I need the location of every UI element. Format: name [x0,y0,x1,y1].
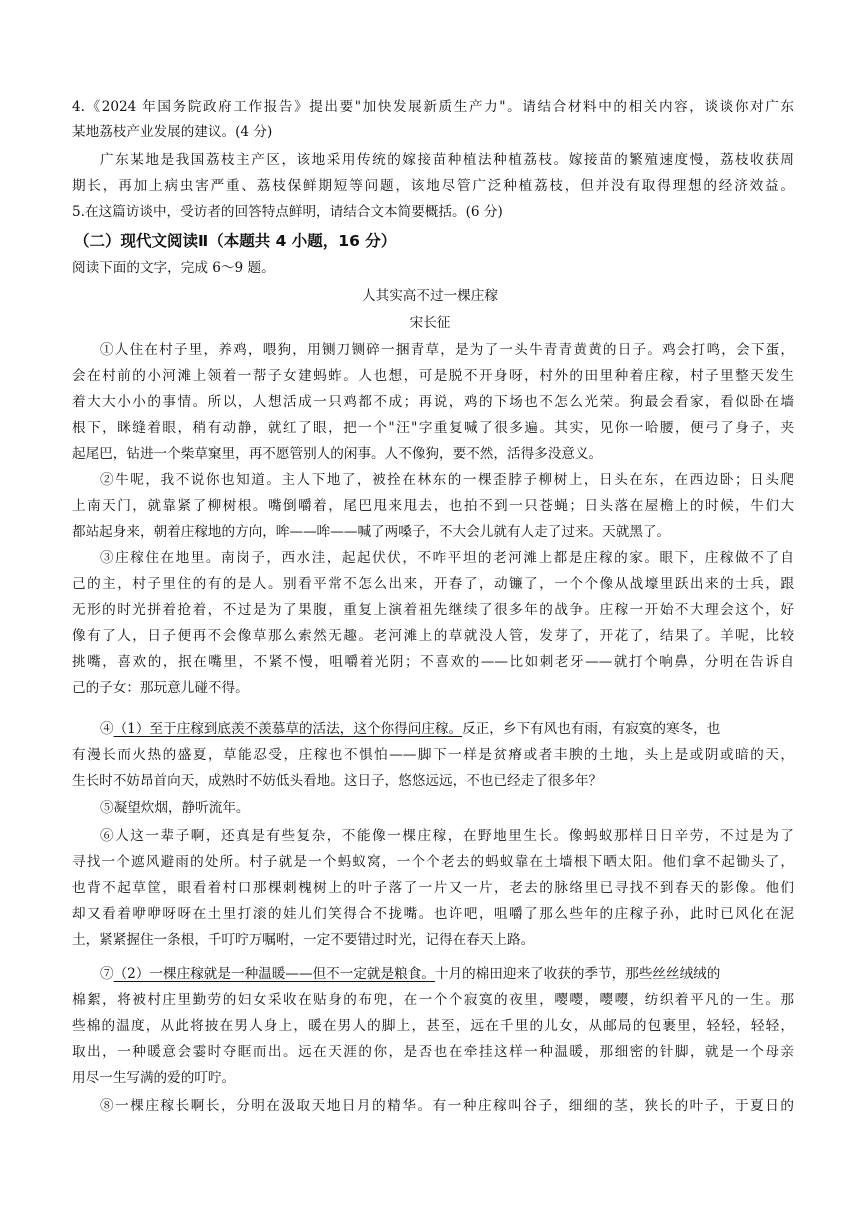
article-title: 人其实高不过一棵庄稼 [362,288,498,304]
paragraph-6-line: 却又看着咿咿呀呀在土里打滚的娃儿们笑得合不拢嘴。也许吧，咀嚼了那么些年的庄稼子孙，此时已风化在泥 [72,906,794,922]
paragraph-6-line: 土，紧紧握住一条根，千叮咛万嘱咐，一定不要错过时光，记得在春天上路。 [72,932,535,948]
q4-material-line-1: 广东某地是我国荔枝主产区，该地采用传统的嫁接苗种植法种植荔枝。嫁接苗的繁殖速度慢，荔枝收获周 [100,152,794,168]
paragraph-4-line: 生长时不妨昂首向天，成熟时不妨低头看地。这日子，悠悠远远，不也已经走了很多年？ [72,773,603,789]
article-author: 宋长征 [409,315,451,331]
underlined-sentence-2: （2）一棵庄稼就是一种温暖——但不一定就是粮食。 [113,966,435,982]
paragraph-1-line: ①人住在村子里，养鸡，喂狗，用铡刀铡碎一捆青草，是为了一头牛青青黄黄的日子。鸡会打鸣，会下蛋， [100,342,794,358]
paragraph-7-line: 用尽一生写满的爱的叮咛。 [72,1070,236,1086]
paragraph-3-line: 无形的时光拼着抢着，不过是为了果腹，重复上演着祖先继续了很多年的战争。庄稼一开始不大理会这个，好 [72,602,794,618]
q4-material-line-2: 期长，再加上病虫害严重、荔枝保鲜期短等问题，该地尽管广泛种植荔枝，但并没有取得理想的经济效益。 [72,178,794,194]
paragraph-6-line: 寻找一个遮风避雨的处所。村子就是一个蚂蚁窝，一个个老去的蚂蚁靠在土墙根下晒太阳。他们拿不起锄头了， [72,854,794,870]
underlined-sentence-1: （1）至于庄稼到底羡不羡慕草的活法，这个你得问庄稼。 [113,721,463,737]
paragraph-3-line: 像有了人，日子便再不会像草那么索然无趣。老河滩上的草就没人管，发芽了，开花了，结果了。羊呢，比较 [72,628,794,644]
paragraph-3-line: 己的子女：那玩意儿碰不得。 [72,680,249,696]
paragraph-7-line: 取出，一种暖意会霎时夺眶而出。远在天涯的你，是否也在牵挂这样一种温暖，那细密的针脚，就是一个母亲 [72,1044,794,1060]
paragraph-4-rest: 反正，乡下有风也有雨，有寂寞的寒冬，也 [462,721,721,737]
paragraph-2-line: 都站起身来，朝着庄稼地的方向，哞——哞——喊了两嗓子，不大会儿就有人走了过来。天就黑了。 [72,524,671,540]
paragraph-1-line: 着大大小小的事情。所以，人想活成一只鸡都不成；再说，鸡的下场也不怎么光荣。狗最会看家，看似卧在墙 [72,394,794,410]
reading-instruction: 阅读下面的文字，完成 6～9 题。 [72,260,275,276]
paragraph-number: ⑦ [100,966,114,982]
paragraph-1-line: 根下，眯缝着眼，稍有动静，就红了眼，把一个"汪"字重复喊了很多遍。其实，见你一哈腰，便弓了身子，夹 [72,420,794,436]
paragraph-2-line: 上南天门，就靠紧了柳树根。嘴倒嚼着，尾巴甩来甩去，也拍不到一只苍蝇；日头落在屋檐上的时候，牛们大 [72,498,794,514]
paragraph-7-rest: 十月的棉田迎来了收获的季节，那些丝丝绒绒的 [434,966,721,982]
paragraph-number: ④ [100,721,114,737]
paragraph-1-line: 起尾巴，钻进一个柴草窠里，再不愿管别人的闲事。人不像狗，要不然，活得多没意义。 [72,446,603,462]
paragraph-6-line: 也背不起草筐，眼看着村口那棵刺槐树上的叶子落了一片又一片，老去的脉络里已寻找不到春天的影像。他们 [72,880,794,896]
paragraph-8-line: ⑧一棵庄稼长啊长，分明在汲取天地日月的精华。有一种庄稼叫谷子，细细的茎，狭长的叶子，于夏日的 [100,1098,794,1114]
paragraph-3-line: ③庄稼住在地里。南岗子，西水洼，起起伏伏，不咋平坦的老河滩上都是庄稼的家。眼下，庄稼做不了自 [100,550,794,566]
paragraph-4-line-1 [100,719,794,739]
paragraph-3-line: 己的主，村子里住的有的是人。别看平常不怎么出来，开春了，动镰了，一个个像从战壕里跃出来的士兵，跟 [72,576,794,592]
paragraph-7-line-1 [100,964,794,984]
section-title: （二）现代文阅读Ⅱ（本题共 4 小题，16 分） [74,232,397,250]
paragraph-7-line: 棉絮，将被村庄里勤劳的妇女采收在贴身的布兜，在一个个寂寞的夜里，嘤嘤，嘤嘤，纺织着平凡的一生。那 [72,992,794,1008]
paragraph-2-line: ②牛呢，我不说你也知道。主人下地了，被拴在林东的一棵歪脖子柳树上，日头在东，在西边卧；日头爬 [100,472,794,488]
paragraph-1-line: 会在村前的小河滩上领着一帮子女建蚂蚱。人也想，可是脱不开身呀，村外的田里种着庄稼，村子里整天发生 [72,368,794,384]
q5-question: 5.在这篇访谈中，受访者的回答特点鲜明，请结合文本简要概括。(6 分) [72,204,503,220]
paragraph-3-line: 挑嘴，喜欢的，抿在嘴里，不紧不慢，咀嚼着光阴；不喜欢的——比如刺老牙——就打个响鼻，分明在告诉自 [72,654,794,670]
q4-line-2: 某地荔枝产业发展的建议。(4 分) [72,124,273,140]
q4-line-1: 4.《2024 年国务院政府工作报告》提出要"加快发展新质生产力"。请结合材料中的相关内容，谈谈你对广东 [72,99,794,115]
paragraph-5: ⑤凝望炊烟，静听流年。 [100,800,250,816]
paragraph-6-line: ⑥人这一辈子啊，还真是有些复杂，不能像一棵庄稼，在野地里生长。像蚂蚁那样日日辛劳，不过是为了 [100,828,794,844]
paragraph-7-line: 些棉的温度，从此将披在男人身上，暖在男人的脚上，甚至，远在千里的儿女，从邮局的包裹里，轻轻，轻轻， [72,1018,794,1034]
paragraph-4-line: 有漫长而火热的盛夏，草能忍受，庄稼也不惧怕——脚下一样是贫瘠或者丰腴的土地，头上是或阴或暗的天， [72,747,794,763]
